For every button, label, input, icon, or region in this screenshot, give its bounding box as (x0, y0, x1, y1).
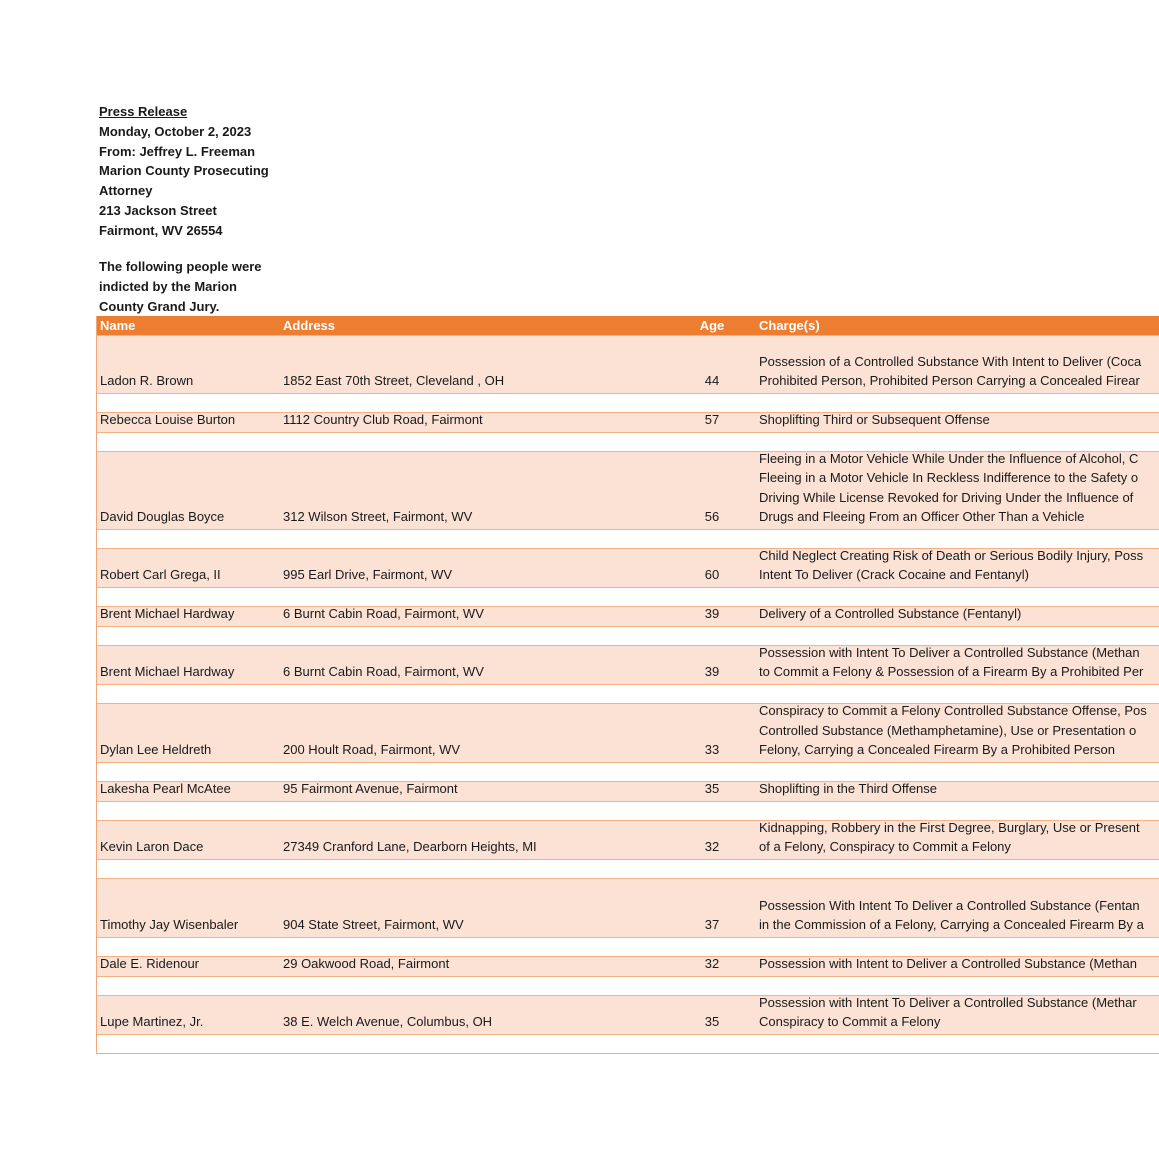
row-address-cell: 27349 Cranford Lane, Dearborn Heights, MI (283, 839, 537, 855)
row-age-cell: 37 (704, 917, 720, 933)
charge-line: Conspiracy to Commit a Felony (759, 1014, 941, 1030)
row-spacer (97, 684, 1159, 703)
row-age-cell: 56 (704, 509, 720, 525)
row-age-cell: 32 (704, 839, 720, 855)
row-address-cell: 6 Burnt Cabin Road, Fairmont, WV (283, 664, 484, 680)
row-name-cell: Robert Carl Grega, II (100, 567, 221, 583)
row-name-cell: Timothy Jay Wisenbaler (100, 917, 239, 933)
charge-line: in the Commission of a Felony, Carrying a Concealed Firearm By a (759, 917, 1144, 933)
row-age-cell: 33 (704, 742, 720, 758)
table-row (97, 703, 1159, 762)
table-row (97, 995, 1159, 1034)
row-charges-cell (759, 896, 1159, 935)
row-address-cell: 38 E. Welch Avenue, Columbus, OH (283, 1014, 493, 1030)
row-age-cell: 60 (704, 567, 720, 583)
row-age-cell: 44 (704, 373, 720, 389)
column-header-charges: Charge(s) (759, 318, 820, 333)
row-address-cell: 904 State Street, Fairmont, WV (283, 917, 464, 933)
charge-line: Possession of a Controlled Substance With Intent to Deliver (Coca (759, 353, 1142, 369)
row-name-cell: Rebecca Louise Burton (100, 412, 236, 428)
charge-line: of a Felony, Conspiracy to Commit a Felony (759, 839, 1011, 855)
row-address-cell: 200 Hoult Road, Fairmont, WV (283, 742, 461, 758)
charge-line: Conspiracy to Commit a Felony Controlled Substance Offense, Pos (759, 703, 1147, 719)
charge-line: to Commit a Felony & Possession of a Firearm By a Prohibited Per (759, 664, 1144, 680)
row-name-cell: Kevin Laron Dace (100, 839, 204, 855)
row-charges-cell (759, 352, 1159, 391)
row-name-cell: Brent Michael Hardway (100, 664, 235, 680)
row-age-cell: 35 (704, 781, 720, 797)
press-release-header (99, 102, 279, 241)
row-charges-cell (759, 954, 1159, 974)
table-row (97, 781, 1159, 801)
table-row (97, 645, 1159, 684)
row-name-cell: Dale E. Ridenour (100, 956, 199, 972)
column-header-name: Name (100, 318, 136, 333)
table-row (97, 548, 1159, 587)
charge-line: Drugs and Fleeing From an Officer Other Than a Vehicle (759, 509, 1085, 525)
table-body (97, 335, 1159, 1053)
row-charges-cell (759, 993, 1159, 1032)
row-name-cell: Dylan Lee Heldreth (100, 742, 212, 758)
row-charges-cell (759, 818, 1159, 857)
row-age-cell: 35 (704, 1014, 720, 1030)
intro-text: The following people were indicted by the Marion County Grand Jury. (99, 259, 262, 314)
release-office: Marion County Prosecuting Attorney (99, 163, 269, 199)
charge-line: Possession with Intent To Deliver a Controlled Substance (Methan (759, 644, 1140, 660)
row-spacer (97, 1034, 1159, 1053)
charge-line: Possession With Intent To Deliver a Controlled Substance (Fentan (759, 897, 1140, 913)
table-row (97, 956, 1159, 976)
row-spacer (97, 762, 1159, 781)
row-charges-cell (759, 604, 1159, 624)
table-row (97, 878, 1159, 937)
row-age-cell: 39 (704, 664, 720, 680)
row-charges-cell (759, 643, 1159, 682)
table-row (97, 606, 1159, 626)
row-name-cell: Lakesha Pearl McAtee (100, 781, 231, 797)
row-address-cell: 995 Earl Drive, Fairmont, WV (283, 567, 453, 583)
row-age-cell: 32 (704, 956, 720, 972)
charge-line: Kidnapping, Robbery in the First Degree, Burglary, Use or Present (759, 819, 1140, 835)
row-address-cell: 1112 Country Club Road, Fairmont (283, 412, 483, 428)
row-charges-cell (759, 449, 1159, 527)
row-charges-cell (759, 779, 1159, 799)
row-charges-cell (759, 546, 1159, 585)
charge-line: Fleeing in a Motor Vehicle In Reckless Indifference to the Safety o (759, 470, 1139, 486)
column-header-address: Address (283, 318, 336, 333)
charge-line: Fleeing in a Motor Vehicle While Under the Influence of Alcohol, C (759, 450, 1139, 466)
row-name-cell: Lupe Martinez, Jr. (100, 1014, 204, 1030)
charge-line: Intent To Deliver (Crack Cocaine and Fentanyl) (759, 567, 1029, 583)
row-name-cell: David Douglas Boyce (100, 509, 225, 525)
charge-line: Child Neglect Creating Risk of Death or Serious Bodily Injury, Poss (759, 547, 1144, 563)
table-row (97, 451, 1159, 529)
release-city: Fairmont, WV 26554 (99, 222, 223, 238)
charge-line: Possession with Intent To Deliver a Controlled Substance (Methar (759, 994, 1137, 1010)
row-address-cell: 312 Wilson Street, Fairmont, WV (283, 509, 473, 525)
row-address-cell: 29 Oakwood Road, Fairmont (283, 956, 450, 972)
row-spacer (97, 859, 1159, 878)
charge-line: Shoplifting in the Third Offense (759, 781, 938, 797)
indictment-table (96, 316, 1159, 1054)
charge-line: Possession with Intent to Deliver a Controlled Substance (Methan (759, 956, 1137, 972)
row-address-cell: 95 Fairmont Avenue, Fairmont (283, 781, 458, 797)
row-age-cell: 57 (704, 412, 720, 428)
row-age-cell: 39 (704, 606, 720, 622)
charge-line: Controlled Substance (Methamphetamine), Use or Presentation o (759, 722, 1137, 738)
row-spacer (97, 393, 1159, 412)
charge-line: Delivery of a Controlled Substance (Fentanyl) (759, 606, 1022, 622)
release-from: From: Jeffrey L. Freeman (99, 143, 256, 159)
row-address-cell: 6 Burnt Cabin Road, Fairmont, WV (283, 606, 484, 622)
row-address-cell: 1852 East 70th Street, Cleveland , OH (283, 373, 505, 389)
row-spacer (97, 587, 1159, 606)
release-street: 213 Jackson Street (99, 202, 217, 218)
charge-line: Felony, Carrying a Concealed Firearm By a Prohibited Person (759, 742, 1115, 758)
table-row (97, 335, 1159, 393)
column-header-age: Age (699, 318, 725, 333)
charge-line: Prohibited Person, Prohibited Person Carrying a Concealed Firear (759, 373, 1140, 389)
table-row (97, 820, 1159, 859)
table-row (97, 412, 1159, 432)
charge-line: Driving While License Revoked for Driving Under the Influence of (759, 489, 1134, 505)
press-release-title: Press Release (99, 104, 188, 119)
row-charges-cell (759, 701, 1159, 760)
row-name-cell: Brent Michael Hardway (100, 606, 235, 622)
row-name-cell: Ladon R. Brown (100, 373, 194, 389)
row-charges-cell (759, 410, 1159, 430)
charge-line: Shoplifting Third or Subsequent Offense (759, 412, 990, 428)
table-header (97, 316, 1159, 335)
row-spacer (97, 937, 1159, 956)
release-date: Monday, October 2, 2023 (99, 123, 252, 139)
